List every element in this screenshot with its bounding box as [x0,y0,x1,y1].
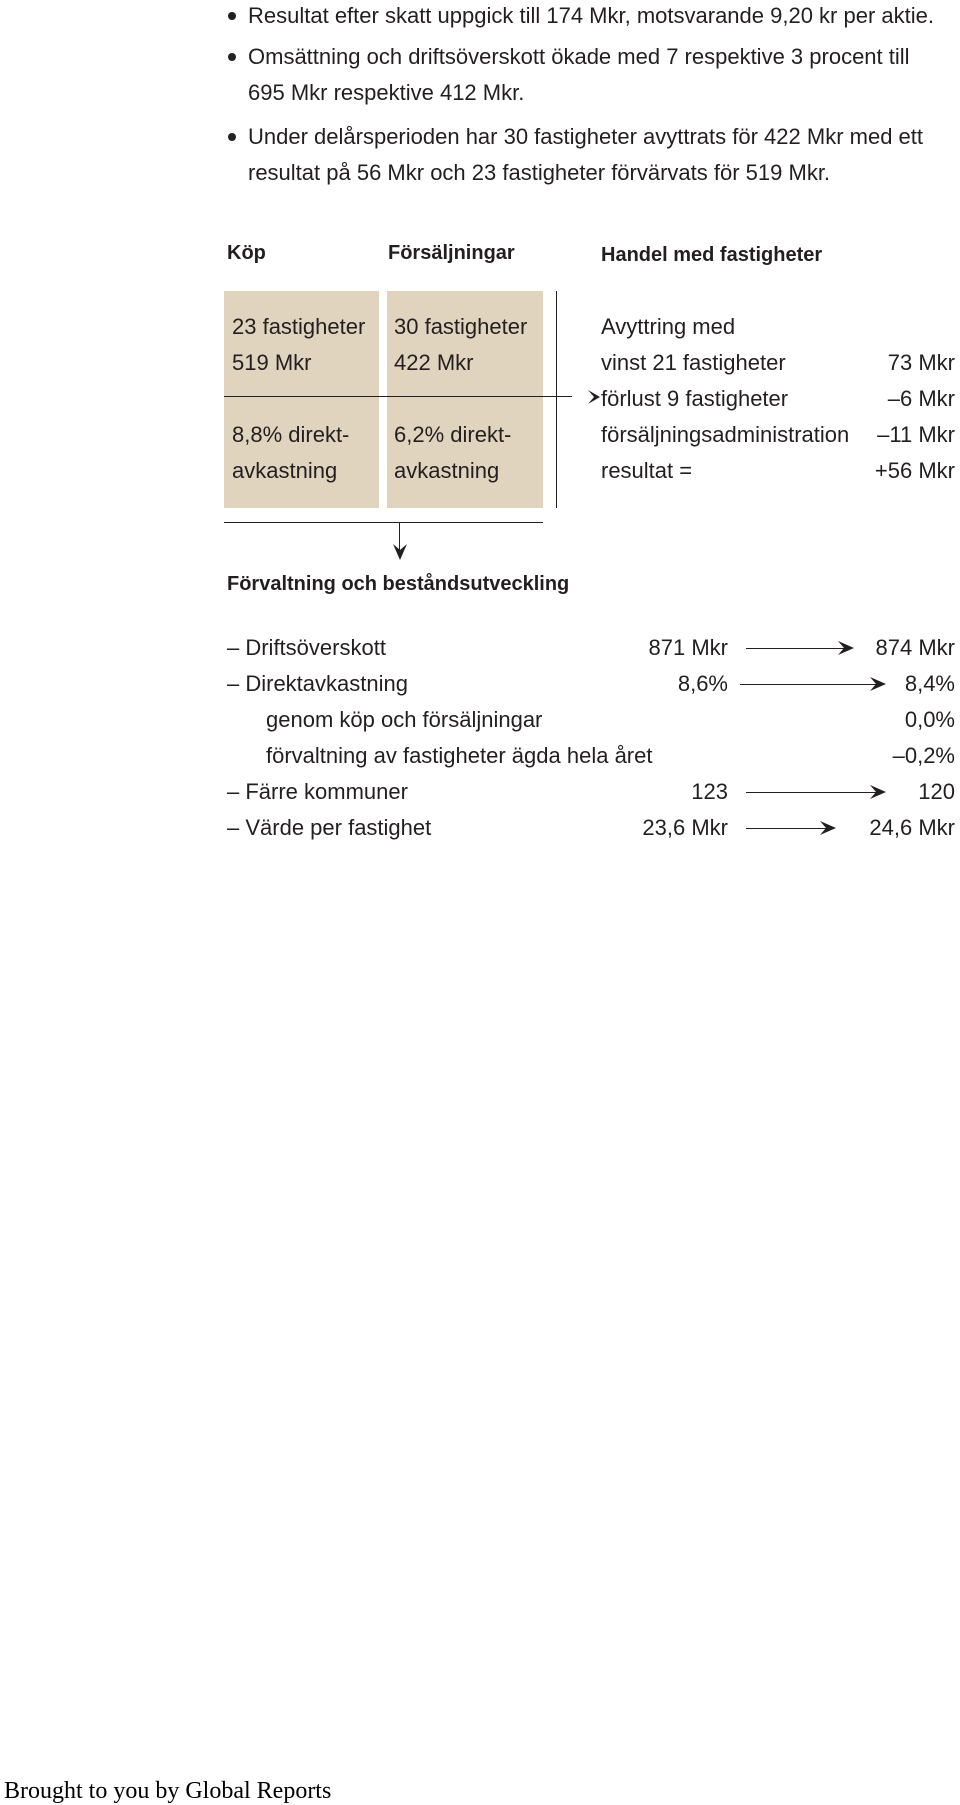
footer-credit: Brought to you by Global Reports [4,1778,332,1804]
arrow-right-icon [556,388,604,406]
forvaltning-label: genom köp och försäljningar [266,707,543,732]
forvaltning-to: 0,0% [904,707,955,732]
bullet-text: 695 Mkr respektive 412 Mkr. [248,80,525,105]
bullet-text: Resultat efter skatt uppgick till 174 Mkr, motsvarande 9,20 kr per aktie. [248,3,934,28]
handel-value: –6 Mkr [887,386,955,411]
arrow-down-icon [390,540,410,562]
forvaltning-label: – Värde per fastighet [227,815,432,840]
bullet-text: resultat på 56 Mkr och 23 fastigheter förvärvats för 519 Mkr. [248,160,831,185]
connector-line [224,396,543,397]
header-handel: Handel med fastigheter [601,244,823,266]
bullet-text: Under delårsperioden har 30 fastigheter avyttrats för 422 Mkr med ett [248,124,924,149]
handel-label: förlust 9 fastigheter [601,386,789,411]
bullet-dot [228,53,236,61]
bottom-line [224,522,543,523]
forvaltning-label: – Driftsöverskott [227,635,386,660]
kop-amount: 519 Mkr [232,350,312,375]
handel-value: –11 Mkr [877,422,955,447]
forvaltning-to: –0,2% [892,743,955,768]
forvaltning-label: förvaltning av fastigheter ägda hela året [266,743,653,768]
handel-label: Avyttring med [601,314,736,339]
forvaltning-title: Förvaltning och beståndsutveckling [227,573,570,595]
forvaltning-from: 871 Mkr [648,635,728,660]
forvaltning-from: 123 [691,779,728,804]
forvaltning-to: 8,4% [904,671,955,696]
forvaltning-from: 23,6 Mkr [642,815,728,840]
handel-label: resultat = [601,458,693,483]
bullet-text: Omsättning och driftsöverskott ökade med 7 respektive 3 procent till [248,44,910,69]
handel-label: vinst 21 fastigheter [601,350,786,375]
bullet-dot [228,133,236,141]
forsaljningar-yield: 6,2% direkt- [394,422,512,447]
kop-yield: 8,8% direkt- [232,422,350,447]
header-forsaljningar: Försäljningar [388,242,515,264]
forvaltning-from: 8,6% [677,671,728,696]
header-kop: Köp [227,242,266,264]
arrow-line [746,648,846,649]
forsaljningar-count: 30 fastigheter [394,314,528,339]
forsaljningar-amount: 422 Mkr [394,350,474,375]
forvaltning-to: 24,6 Mkr [869,815,955,840]
forvaltning-label: – Färre kommuner [227,779,408,804]
handel-value: 73 Mkr [887,350,955,375]
forvaltning-label: – Direktavkastning [227,671,408,696]
arrow-right-icon [816,819,838,837]
forsaljningar-yield-cont: avkastning [394,458,500,483]
handel-value: +56 Mkr [874,458,955,483]
arrow-line [746,828,826,829]
forvaltning-to: 120 [918,779,955,804]
bullet-dot [228,12,236,20]
handel-label: försäljningsadministration [601,422,850,447]
kop-count: 23 fastigheter [232,314,366,339]
forvaltning-to: 874 Mkr [875,635,955,660]
kop-yield-cont: avkastning [232,458,338,483]
